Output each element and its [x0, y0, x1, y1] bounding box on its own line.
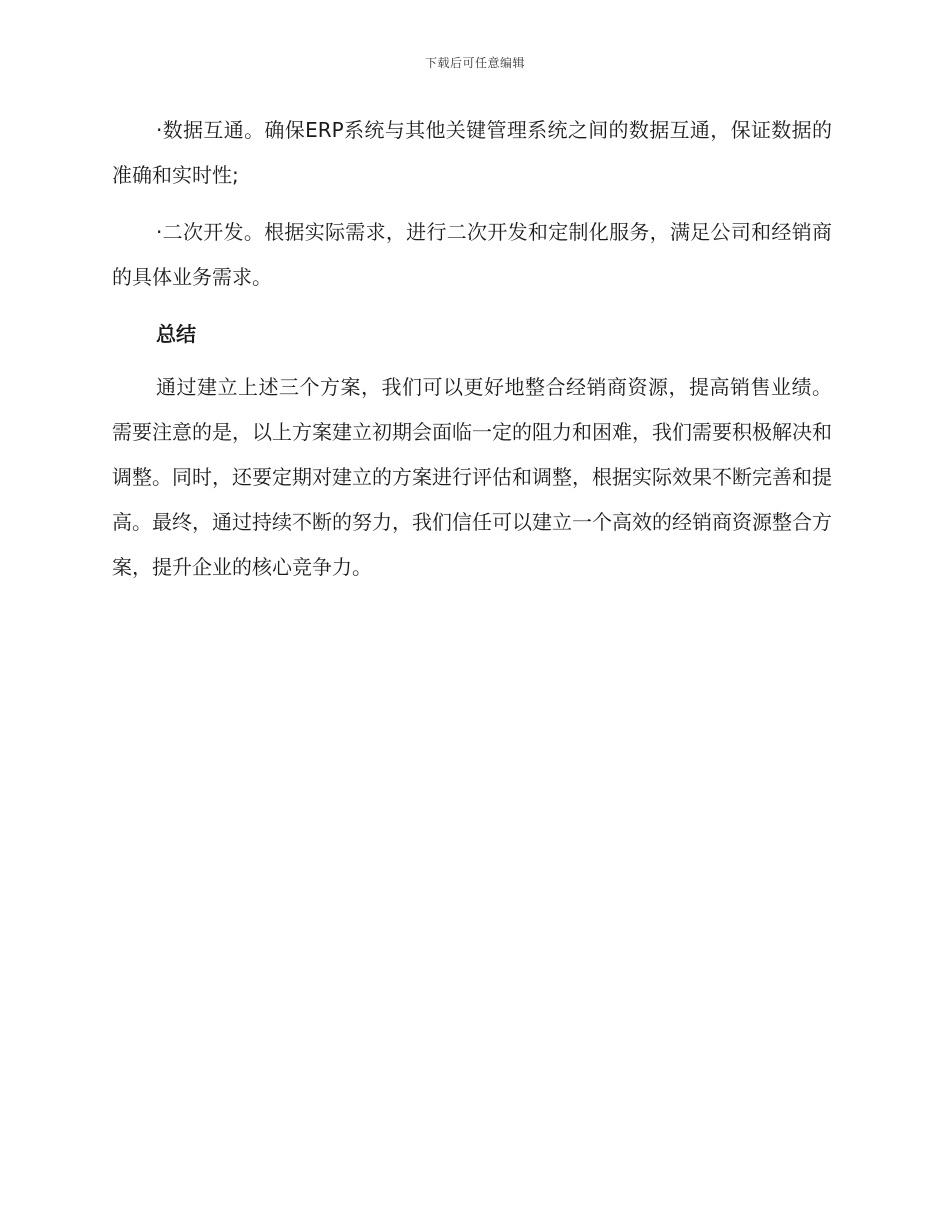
summary-paragraph: 通过建立上述三个方案，我们可以更好地整合经销商资源，提高销售业绩。需要注意的是，以上方案建立初期会面临一定的阻力和困难，我们需要积极解决和调整。同时，还要定期对建立的方案进行评估和调整，根据实际效果不断完善和提高。最终，通过持续不断的努力，我们信任可以建立一个高效的经销商资源整合方案，提升企业的核心竞争力。: [112, 375, 832, 579]
bullet-data-interoperability: ·数据互通。确保ERP系统与其他关键管理系统之间的数据互通，保证数据的准确和实时性;: [112, 118, 832, 187]
section-title-summary: 总结: [156, 322, 196, 346]
document-body: [112, 108, 832, 602]
page-header: 下载后可任意编辑: [424, 56, 525, 70]
bullet-secondary-development: ·二次开发。根据实际需求，进行二次开发和定制化服务，满足公司和经销商的具体业务需求。: [112, 220, 832, 289]
